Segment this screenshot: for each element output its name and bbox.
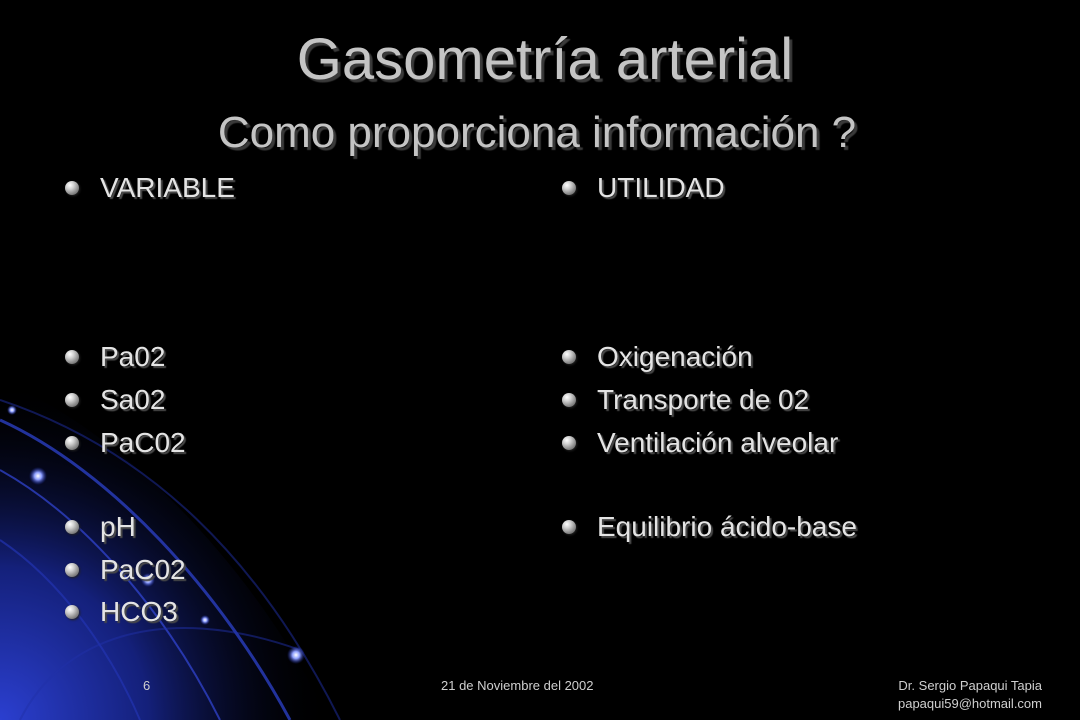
list-item: pH: [100, 511, 136, 542]
list-item: PaC02: [100, 554, 186, 585]
bullet-icon: [65, 605, 79, 619]
list-item: PaC02: [100, 427, 186, 458]
bullet-icon: [562, 520, 576, 534]
bullet-icon: [65, 520, 79, 534]
footer-author: Dr. Sergio Papaqui Tapia: [898, 678, 1042, 693]
footer-email: papaqui59@hotmail.com: [897, 696, 1042, 711]
list-item: Oxigenación: [597, 341, 753, 372]
list-item: Pa02: [100, 341, 166, 372]
bullet-icon: [562, 436, 576, 450]
bullet-icon: [65, 436, 79, 450]
bullet-icon: [65, 350, 79, 364]
variable-header: VARIABLE: [100, 172, 235, 203]
list-item: Transporte de 02: [597, 384, 810, 415]
bullet-icon: [65, 393, 79, 407]
list-item: Ventilación alveolar: [597, 427, 839, 458]
list-item: Equilibrio ácido-base: [597, 511, 857, 542]
slide-subtitle: Como proporciona información ?: [217, 108, 857, 157]
bullet-icon: [562, 350, 576, 364]
bullet-icon: [562, 181, 576, 195]
slide-number: 6: [143, 678, 151, 693]
utility-header: UTILIDAD: [597, 172, 725, 203]
list-item: Sa02: [100, 384, 166, 415]
bullet-icon: [65, 181, 79, 195]
list-item: HCO3: [100, 596, 178, 627]
footer-date: 21 de Noviembre del 2002: [441, 678, 594, 693]
slide-title: Gasometría arterial: [296, 27, 794, 92]
bullet-icon: [65, 563, 79, 577]
bullet-icon: [562, 393, 576, 407]
